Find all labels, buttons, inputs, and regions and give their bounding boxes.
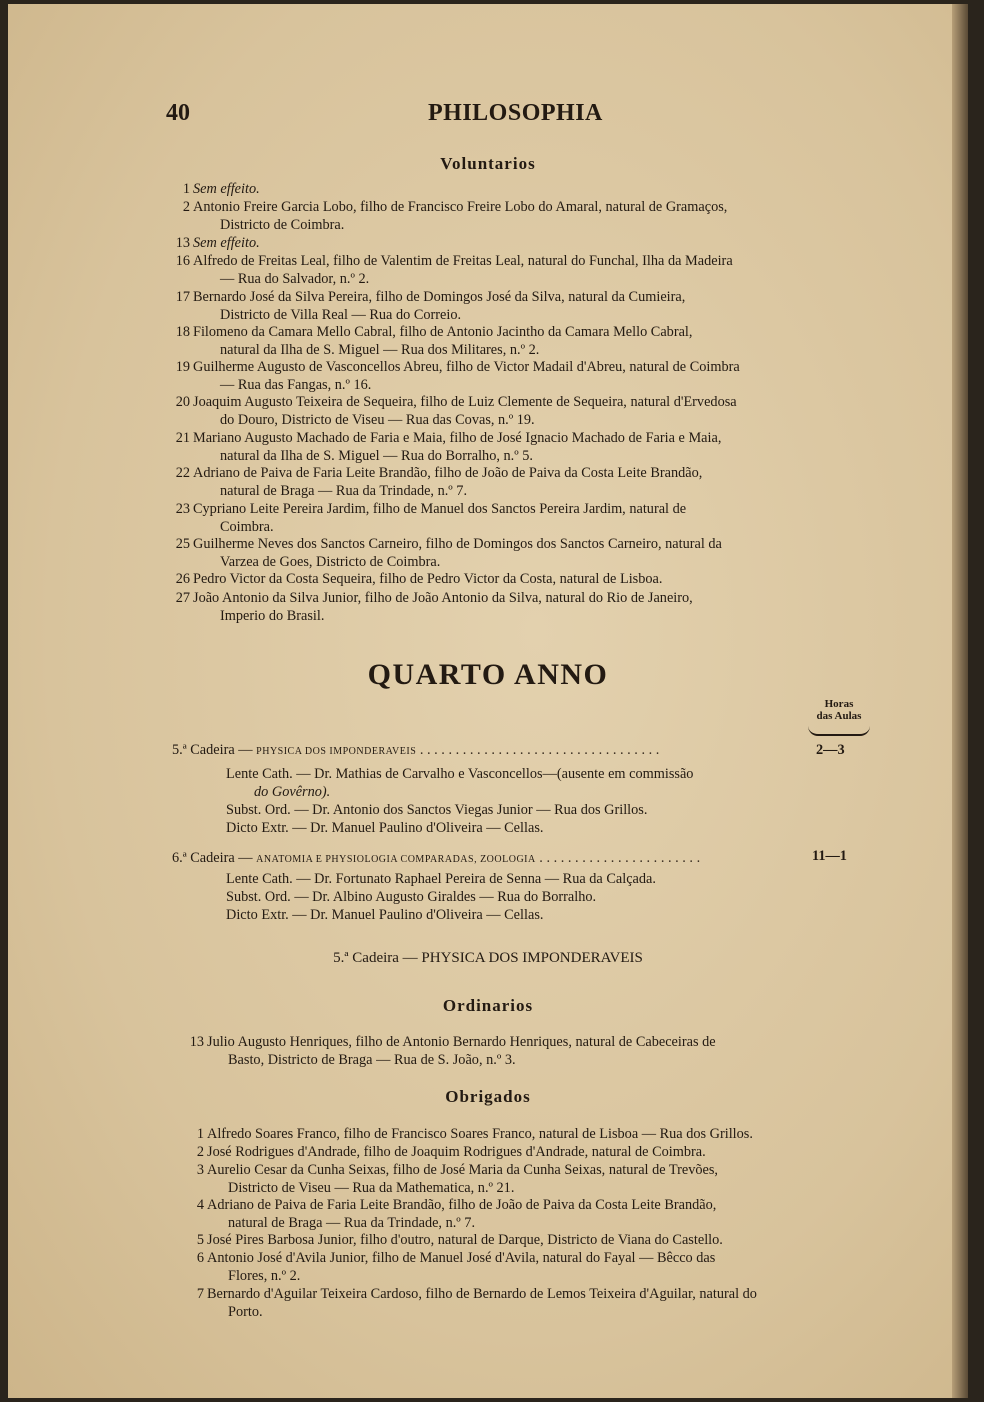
entry-number: 5 (196, 1232, 204, 1248)
page-number: 40 (166, 100, 190, 126)
entry-number: 6 (196, 1250, 204, 1266)
entry-number: 1 (182, 181, 190, 197)
entry-number: 27 (175, 590, 190, 606)
entry-number: 21 (175, 430, 190, 446)
cadeira-6-label: 6.ª Cadeira — (172, 850, 253, 866)
year-title: QUARTO ANNO (367, 658, 609, 691)
cadeira-5-subject: PHYSICA DOS IMPONDERAVEIS (256, 746, 417, 757)
leader-dots: . . . . . . . . . . . . . . . . . . . . . . . (535, 850, 701, 866)
cadeira-5-lente-cont: do Govêrno). (254, 784, 331, 800)
cadeira-6-subst: Subst. Ord. — Dr. Albino Augusto Giraldes — Rua do Borralho. (226, 889, 597, 905)
entry-text-continued: Districto de Coimbra. (220, 217, 345, 233)
entry-number: 2 (182, 199, 190, 215)
entry-number: 25 (175, 536, 190, 552)
entry-text: Joaquim Augusto Teixeira de Sequeira, filho de Luiz Clemente de Sequeira, natural d'Ervedosa (193, 394, 737, 410)
entry-number: 16 (175, 253, 190, 269)
entry-text: Guilherme Augusto de Vasconcellos Abreu, filho de Victor Madail d'Abreu, natural de Coimbra (193, 359, 740, 375)
entry-number: 19 (175, 359, 190, 375)
entry-number: 22 (175, 465, 190, 481)
entry-number: 2 (196, 1144, 204, 1160)
cadeira-5-lente: Lente Cath. — Dr. Mathias de Carvalho e Vasconcellos—(ausente em commissão (226, 766, 694, 782)
cadeira-sub-heading: 5.ª Cadeira — PHYSICA DOS IMPONDERAVEIS (333, 950, 643, 966)
entry-text-continued: natural de Braga — Rua da Trindade, n.º 7. (220, 483, 468, 499)
entry-text-continued: Basto, Districto de Braga — Rua de S. João, n.º 3. (228, 1052, 516, 1068)
entry-text: Filomeno da Camara Mello Cabral, filho de Antonio Jacintho da Camara Mello Cabral, (193, 324, 693, 340)
entry-number: 3 (196, 1162, 204, 1178)
entry-text: Alfredo de Freitas Leal, filho de Valentim de Freitas Leal, natural do Funchal, Ilha da Madeira (193, 253, 733, 269)
entry-text: Alfredo Soares Franco, filho de Francisco Soares Franco, natural de Lisboa — Rua dos Grillos. (207, 1126, 753, 1142)
entry-text: Mariano Augusto Machado de Faria e Maia, filho de José Ignacio Machado de Faria e Maia, (193, 430, 722, 446)
entry-text: Adriano de Paiva de Faria Leite Brandão, filho de João de Paiva da Costa Leite Brandão, (207, 1197, 717, 1213)
entry-text: Antonio José d'Avila Junior, filho de Manuel José d'Avila, natural do Fayal — Bêcco das (207, 1250, 716, 1266)
cadeira-5-label: 5.ª Cadeira — (172, 742, 253, 758)
cadeira-6-line (172, 849, 700, 869)
entry-number: 17 (175, 289, 190, 305)
entry-number: 13 (189, 1034, 204, 1050)
hours-label-line-2: das Aulas (816, 710, 862, 722)
entry-text-continued: natural da Ilha de S. Miguel — Rua do Borralho, n.º 5. (220, 448, 533, 464)
cadeira-6-subject: ANATOMIA E PHYSIOLOGIA COMPARADAS, ZOOLOGIA (256, 854, 536, 865)
entry-text-continued: Porto. (228, 1304, 263, 1320)
cadeira-5-hours: 2—3 (816, 742, 845, 758)
hours-brace (808, 726, 870, 736)
entry-text-continued: Districto de Viseu — Rua da Mathematica, n.º 21. (228, 1180, 515, 1196)
entry-text: José Pires Barbosa Junior, filho d'outro, natural de Darque, Districto de Viana do Castello. (207, 1232, 723, 1248)
entry-text-continued: — Rua das Fangas, n.º 16. (220, 377, 372, 393)
entry-number: 13 (175, 235, 190, 251)
entry-text: Pedro Victor da Costa Sequeira, filho de Pedro Victor da Costa, natural de Lisboa. (193, 571, 663, 587)
hours-label-line-1: Horas (824, 698, 854, 710)
entry-text: João Antonio da Silva Junior, filho de João Antonio da Silva, natural do Rio de Janeiro, (193, 590, 693, 606)
entry-text: Adriano de Paiva de Faria Leite Brandão, filho de João de Paiva da Costa Leite Brandão, (193, 465, 703, 481)
entry-text-continued: Varzea de Goes, Districto de Coimbra. (220, 554, 441, 570)
entry-text: Bernardo José da Silva Pereira, filho de Domingos José da Silva, natural da Cumieira, (193, 289, 686, 305)
section-heading-voluntarios: Voluntarios (440, 154, 536, 173)
entry-text-continued: natural de Braga — Rua da Trindade, n.º 7. (228, 1215, 476, 1231)
entry-text: Cypriano Leite Pereira Jardim, filho de Manuel dos Sanctos Pereira Jardim, natural de (193, 501, 687, 517)
book-spine (952, 4, 968, 1398)
entry-text: Julio Augusto Henriques, filho de Antonio Bernardo Henriques, natural de Cabeceiras de (207, 1034, 716, 1050)
cadeira-6-dicto: Dicto Extr. — Dr. Manuel Paulino d'Oliveira — Cellas. (226, 907, 544, 923)
cadeira-5-dicto: Dicto Extr. — Dr. Manuel Paulino d'Oliveira — Cellas. (226, 820, 544, 836)
entry-text-continued: Imperio do Brasil. (220, 608, 325, 624)
entry-text: Aurelio Cesar da Cunha Seixas, filho de José Maria da Cunha Seixas, natural de Trevões, (207, 1162, 719, 1178)
entry-text-continued: Flores, n.º 2. (228, 1268, 301, 1284)
leader-dots: . . . . . . . . . . . . . . . . . . . . . . . . . . . . . . . . . . (416, 742, 660, 758)
entry-text-continued: — Rua do Salvador, n.º 2. (220, 271, 370, 287)
entry-text: José Rodrigues d'Andrade, filho de Joaquim Rodrigues d'Andrade, natural de Coimbra. (207, 1144, 706, 1160)
entry-number: 1 (196, 1126, 204, 1142)
document-page (8, 4, 968, 1398)
cadeira-5-line (172, 741, 659, 761)
entry-text-continued: natural da Ilha de S. Miguel — Rua dos Militares, n.º 2. (220, 342, 540, 358)
entry-text: Guilherme Neves dos Sanctos Carneiro, filho de Domingos dos Sanctos Carneiro, natural da (193, 536, 722, 552)
entry-text-continued: do Douro, Districto de Viseu — Rua das Covas, n.º 19. (220, 412, 535, 428)
entry-text: Sem effeito. (193, 235, 260, 251)
running-title: PHILOSOPHIA (428, 100, 603, 126)
entry-number: 26 (175, 571, 190, 587)
entry-number: 4 (196, 1197, 204, 1213)
section-heading-ordinarios: Ordinarios (442, 996, 534, 1015)
entry-number: 7 (196, 1286, 204, 1302)
cadeira-6-hours: 11—1 (812, 848, 847, 864)
entry-number: 18 (175, 324, 190, 340)
entry-text-continued: Districto de Villa Real — Rua do Correio. (220, 307, 462, 323)
entry-text: Bernardo d'Aguilar Teixeira Cardoso, filho de Bernardo de Lemos Teixeira d'Aguilar, natural do (207, 1286, 757, 1302)
section-heading-obrigados: Obrigados (445, 1087, 531, 1106)
cadeira-6-lente: Lente Cath. — Dr. Fortunato Raphael Pereira de Senna — Rua da Calçada. (226, 871, 656, 887)
entry-number: 23 (175, 501, 190, 517)
entry-text: Sem effeito. (193, 181, 260, 197)
entry-number: 20 (175, 394, 190, 410)
hours-column-label (804, 698, 874, 722)
cadeira-5-subst: Subst. Ord. — Dr. Antonio dos Sanctos Viegas Junior — Rua dos Grillos. (226, 802, 648, 818)
entry-text-continued: Coimbra. (220, 519, 274, 535)
entry-text: Antonio Freire Garcia Lobo, filho de Francisco Freire Lobo do Amaral, natural de Gramaços, (193, 199, 728, 215)
